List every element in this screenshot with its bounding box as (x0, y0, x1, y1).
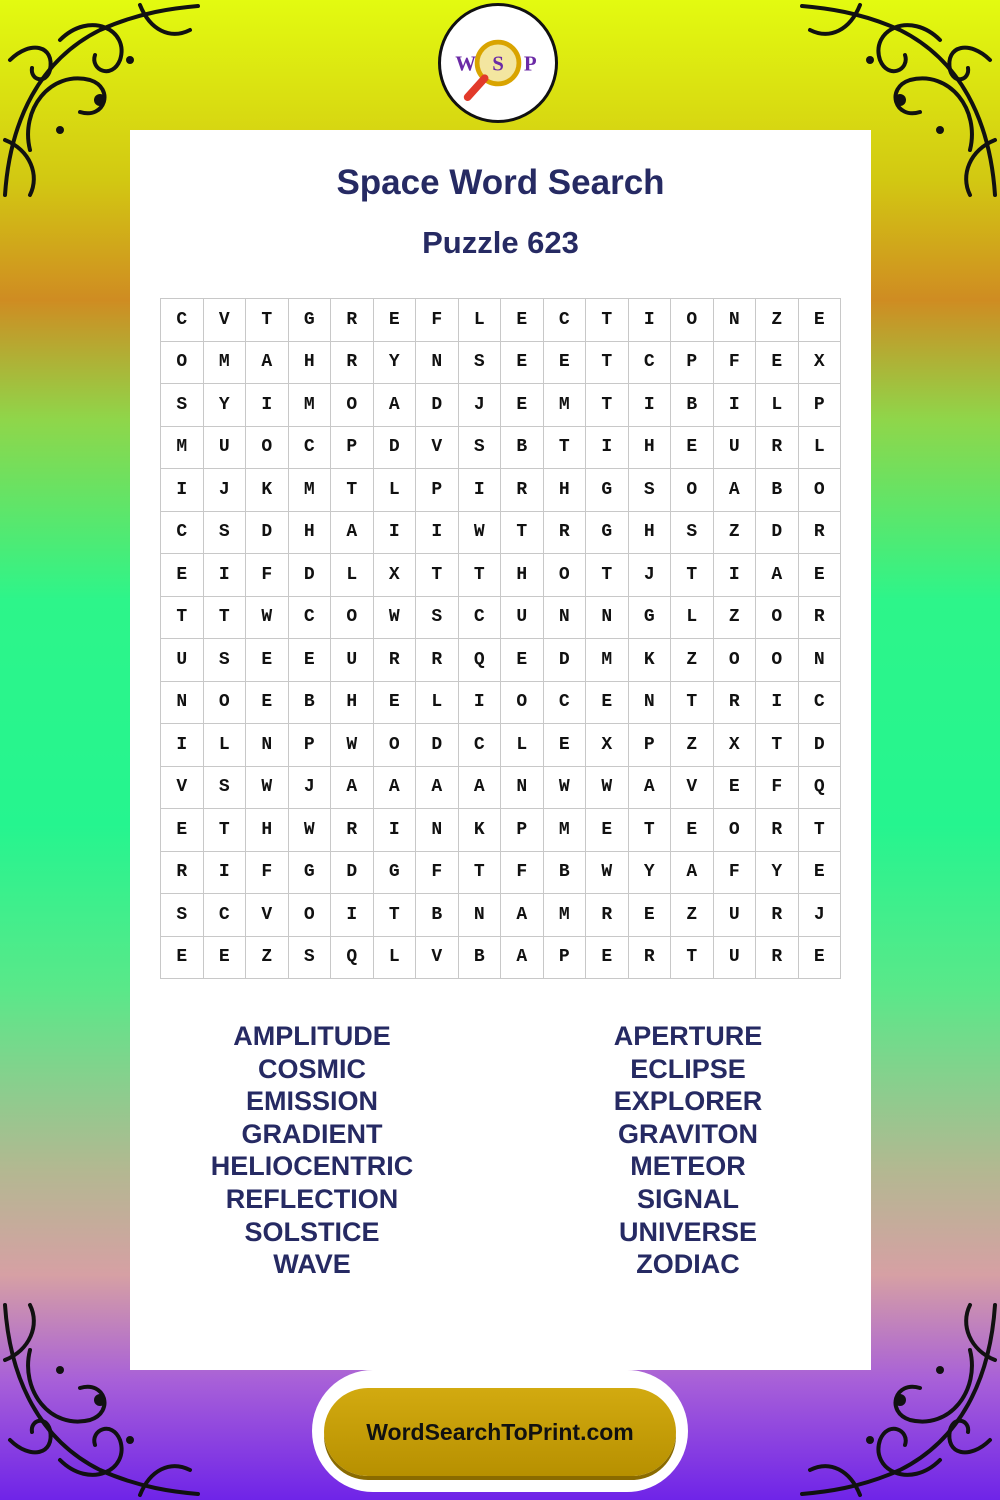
word-item: SOLSTICE (244, 1216, 380, 1247)
grid-cell: O (204, 682, 247, 725)
grid-cell: H (629, 512, 672, 555)
grid-cell: P (501, 809, 544, 852)
grid-cell: M (544, 809, 587, 852)
grid-cell: T (671, 554, 714, 597)
grid-cell: L (204, 724, 247, 767)
grid-cell: C (799, 682, 842, 725)
grid-cell: H (289, 512, 332, 555)
grid-cell: N (586, 597, 629, 640)
grid-cell: J (204, 469, 247, 512)
grid-cell: N (714, 299, 757, 342)
grid-cell: W (246, 597, 289, 640)
grid-cell: O (331, 597, 374, 640)
grid-cell: N (246, 724, 289, 767)
grid-cell: C (459, 597, 502, 640)
grid-cell: L (459, 299, 502, 342)
grid-cell: P (671, 342, 714, 385)
grid-cell: L (799, 427, 842, 470)
word-item: SIGNAL (636, 1183, 739, 1214)
grid-cell: F (416, 299, 459, 342)
word-item: WAVE (273, 1249, 351, 1280)
grid-cell: I (586, 427, 629, 470)
grid-cell: Y (756, 852, 799, 895)
grid-cell: I (204, 852, 247, 895)
grid-cell: G (586, 469, 629, 512)
grid-cell: T (416, 554, 459, 597)
puzzle-card (130, 130, 871, 1370)
grid-cell: E (629, 894, 672, 937)
grid-cell: U (714, 427, 757, 470)
grid-cell: C (544, 299, 587, 342)
grid-cell: D (416, 384, 459, 427)
word-item: ECLIPSE (630, 1053, 746, 1084)
grid-cell: G (629, 597, 672, 640)
grid-cell: J (799, 894, 842, 937)
grid-cell: C (161, 512, 204, 555)
grid-cell: P (544, 937, 587, 980)
grid-cell: I (459, 682, 502, 725)
grid-cell: M (161, 427, 204, 470)
grid-cell: R (161, 852, 204, 895)
grid-cell: T (671, 937, 714, 980)
grid-cell: W (586, 852, 629, 895)
grid-cell: D (544, 639, 587, 682)
grid-cell: B (289, 682, 332, 725)
grid-cell: R (331, 299, 374, 342)
grid-cell: E (586, 682, 629, 725)
grid-cell: O (501, 682, 544, 725)
grid-cell: I (374, 512, 417, 555)
grid-cell: T (246, 299, 289, 342)
grid-cell: N (544, 597, 587, 640)
word-item: APERTURE (613, 1021, 763, 1051)
grid-cell: E (161, 937, 204, 980)
grid-cell: P (629, 724, 672, 767)
grid-cell: I (714, 384, 757, 427)
grid-cell: J (289, 767, 332, 810)
grid-cell: M (289, 384, 332, 427)
grid-cell: S (629, 469, 672, 512)
grid-cell: S (204, 639, 247, 682)
grid-cell: W (544, 767, 587, 810)
grid-cell: E (799, 852, 842, 895)
grid-cell: H (289, 342, 332, 385)
grid-cell: T (204, 809, 247, 852)
grid-cell: E (799, 554, 842, 597)
grid-cell: R (629, 937, 672, 980)
grid-cell: Q (799, 767, 842, 810)
grid-cell: A (331, 512, 374, 555)
grid-cell: T (586, 299, 629, 342)
grid-cell: N (416, 342, 459, 385)
grid-cell: R (331, 342, 374, 385)
word-item: AMPLITUDE (233, 1021, 391, 1051)
logo-letter: P (523, 51, 537, 76)
grid-cell: H (544, 469, 587, 512)
grid-cell: A (374, 767, 417, 810)
grid-cell: E (204, 937, 247, 980)
grid-cell: U (204, 427, 247, 470)
grid-cell: A (459, 767, 502, 810)
grid-cell: W (289, 809, 332, 852)
word-item: COSMIC (258, 1053, 366, 1084)
grid-cell: A (756, 554, 799, 597)
grid-cell: D (374, 427, 417, 470)
word-item: REFLECTION (225, 1183, 399, 1214)
grid-cell: E (501, 639, 544, 682)
grid-cell: G (374, 852, 417, 895)
site-logo[interactable] (438, 3, 558, 123)
grid-cell: E (501, 299, 544, 342)
grid-cell: P (331, 427, 374, 470)
grid-cell: O (756, 639, 799, 682)
grid-cell: S (204, 512, 247, 555)
grid-cell: E (799, 937, 842, 980)
grid-cell: V (671, 767, 714, 810)
grid-cell: X (374, 554, 417, 597)
grid-cell: E (544, 724, 587, 767)
site-link-button[interactable]: WordSearchToPrint.com (324, 1388, 676, 1476)
grid-cell: H (246, 809, 289, 852)
grid-cell: U (714, 894, 757, 937)
grid-cell: E (289, 639, 332, 682)
grid-cell: R (756, 937, 799, 980)
grid-cell: R (501, 469, 544, 512)
grid-cell: E (374, 299, 417, 342)
grid-cell: T (331, 469, 374, 512)
grid-cell: T (544, 427, 587, 470)
grid-cell: R (756, 894, 799, 937)
grid-cell: A (374, 384, 417, 427)
grid-cell: N (416, 809, 459, 852)
grid-cell: V (161, 767, 204, 810)
grid-cell: R (799, 512, 842, 555)
grid-cell: O (289, 894, 332, 937)
grid-cell: I (374, 809, 417, 852)
grid-cell: S (671, 512, 714, 555)
puzzle-number: Puzzle 623 (422, 225, 579, 260)
grid-cell: K (246, 469, 289, 512)
grid-cell: U (714, 937, 757, 980)
grid-cell: A (331, 767, 374, 810)
grid-cell: I (459, 469, 502, 512)
grid-cell: I (714, 554, 757, 597)
grid-cell: E (586, 809, 629, 852)
grid-cell: I (204, 554, 247, 597)
site-banner (312, 1370, 688, 1492)
grid-cell: F (714, 852, 757, 895)
page-title: Space Word Search (336, 163, 665, 202)
grid-cell: V (416, 427, 459, 470)
grid-cell: N (629, 682, 672, 725)
grid-cell: N (161, 682, 204, 725)
grid-cell: O (544, 554, 587, 597)
grid-cell: H (501, 554, 544, 597)
grid-cell: Z (756, 299, 799, 342)
grid-cell: W (459, 512, 502, 555)
grid-cell: C (459, 724, 502, 767)
grid-cell: C (161, 299, 204, 342)
grid-cell: E (671, 809, 714, 852)
grid-cell: R (331, 809, 374, 852)
grid-cell: M (544, 894, 587, 937)
grid-cell: I (161, 724, 204, 767)
grid-cell: Z (714, 512, 757, 555)
grid-cell: V (416, 937, 459, 980)
grid-cell: T (161, 597, 204, 640)
grid-cell: F (416, 852, 459, 895)
grid-cell: K (629, 639, 672, 682)
grid-cell: B (671, 384, 714, 427)
grid-cell: P (416, 469, 459, 512)
grid-cell: M (204, 342, 247, 385)
grid-cell: O (246, 427, 289, 470)
word-item: ZODIAC (636, 1249, 740, 1280)
word-item: METEOR (630, 1151, 746, 1182)
grid-cell: R (756, 809, 799, 852)
grid-cell: D (289, 554, 332, 597)
word-item: HELIOCENTRIC (210, 1151, 414, 1182)
grid-cell: M (544, 384, 587, 427)
grid-cell: R (544, 512, 587, 555)
grid-cell: R (756, 427, 799, 470)
grid-cell: C (544, 682, 587, 725)
grid-cell: P (799, 384, 842, 427)
grid-cell: J (459, 384, 502, 427)
grid-cell: U (331, 639, 374, 682)
logo-letter: S (492, 51, 504, 76)
grid-cell: E (161, 554, 204, 597)
grid-cell: O (799, 469, 842, 512)
grid-cell: F (501, 852, 544, 895)
grid-cell: R (374, 639, 417, 682)
grid-cell: S (459, 427, 502, 470)
grid-cell: T (799, 809, 842, 852)
grid-cell: T (374, 894, 417, 937)
grid-cell: I (629, 299, 672, 342)
grid-cell: O (671, 299, 714, 342)
grid-cell: A (501, 937, 544, 980)
grid-cell: S (161, 894, 204, 937)
grid-cell: B (756, 469, 799, 512)
grid-cell: A (501, 894, 544, 937)
grid-cell: T (459, 852, 502, 895)
grid-cell: X (714, 724, 757, 767)
grid-cell: W (331, 724, 374, 767)
word-item: GRADIENT (241, 1118, 383, 1149)
grid-cell: D (756, 512, 799, 555)
grid-cell: N (459, 894, 502, 937)
grid-cell: W (586, 767, 629, 810)
grid-cell: T (204, 597, 247, 640)
grid-cell: W (246, 767, 289, 810)
grid-cell: N (501, 767, 544, 810)
grid-cell: W (374, 597, 417, 640)
word-item: EXPLORER (613, 1086, 763, 1117)
grid-cell: A (714, 469, 757, 512)
grid-cell: M (586, 639, 629, 682)
grid-cell: C (629, 342, 672, 385)
grid-cell: U (161, 639, 204, 682)
grid-cell: L (374, 937, 417, 980)
grid-cell: F (246, 852, 289, 895)
grid-cell: R (714, 682, 757, 725)
grid-cell: U (501, 597, 544, 640)
grid-cell: I (331, 894, 374, 937)
grid-cell: F (714, 342, 757, 385)
grid-cell: L (756, 384, 799, 427)
grid-cell: A (246, 342, 289, 385)
grid-cell: B (416, 894, 459, 937)
grid-cell: E (501, 384, 544, 427)
grid-cell: O (714, 639, 757, 682)
grid-cell: A (629, 767, 672, 810)
grid-cell: G (289, 299, 332, 342)
grid-cell: E (714, 767, 757, 810)
grid-cell: O (714, 809, 757, 852)
grid-cell: S (459, 342, 502, 385)
letter-grid (160, 298, 841, 979)
grid-cell: Q (331, 937, 374, 980)
grid-cell: B (501, 427, 544, 470)
grid-cell: O (756, 597, 799, 640)
grid-cell: L (671, 597, 714, 640)
grid-cell: E (586, 937, 629, 980)
grid-cell: B (544, 852, 587, 895)
grid-cell: T (756, 724, 799, 767)
grid-cell: O (671, 469, 714, 512)
grid-cell: E (246, 639, 289, 682)
grid-cell: Z (714, 597, 757, 640)
grid-cell: P (289, 724, 332, 767)
grid-cell: Z (246, 937, 289, 980)
grid-cell: T (671, 682, 714, 725)
grid-cell: Z (671, 894, 714, 937)
grid-cell: O (374, 724, 417, 767)
grid-cell: C (204, 894, 247, 937)
grid-cell: R (416, 639, 459, 682)
grid-cell: T (586, 342, 629, 385)
grid-cell: E (501, 342, 544, 385)
grid-cell: G (289, 852, 332, 895)
grid-cell: T (629, 809, 672, 852)
word-item: UNIVERSE (618, 1216, 758, 1247)
grid-cell: S (161, 384, 204, 427)
grid-cell: I (161, 469, 204, 512)
grid-cell: T (459, 554, 502, 597)
grid-cell: K (459, 809, 502, 852)
grid-cell: S (416, 597, 459, 640)
grid-cell: J (629, 554, 672, 597)
grid-cell: E (544, 342, 587, 385)
grid-cell: D (246, 512, 289, 555)
grid-cell: Y (374, 342, 417, 385)
grid-cell: F (756, 767, 799, 810)
grid-cell: Z (671, 639, 714, 682)
grid-cell: T (586, 554, 629, 597)
grid-cell: R (799, 597, 842, 640)
grid-cell: M (289, 469, 332, 512)
grid-cell: E (671, 427, 714, 470)
grid-cell: D (331, 852, 374, 895)
grid-cell: Z (671, 724, 714, 767)
grid-cell: V (204, 299, 247, 342)
grid-cell: L (331, 554, 374, 597)
grid-cell: O (331, 384, 374, 427)
grid-cell: A (416, 767, 459, 810)
grid-cell: Q (459, 639, 502, 682)
grid-cell: I (756, 682, 799, 725)
grid-cell: H (331, 682, 374, 725)
grid-cell: Y (204, 384, 247, 427)
grid-cell: V (246, 894, 289, 937)
logo-letter: W (455, 51, 477, 76)
grid-cell: X (586, 724, 629, 767)
grid-cell: D (799, 724, 842, 767)
grid-cell: B (459, 937, 502, 980)
grid-cell: N (799, 639, 842, 682)
grid-cell: L (416, 682, 459, 725)
grid-cell: F (246, 554, 289, 597)
grid-cell: S (289, 937, 332, 980)
grid-cell: O (161, 342, 204, 385)
grid-cell: E (161, 809, 204, 852)
grid-cell: X (799, 342, 842, 385)
grid-cell: H (629, 427, 672, 470)
grid-cell: T (501, 512, 544, 555)
grid-cell: E (246, 682, 289, 725)
word-item: GRAVITON (617, 1118, 758, 1149)
grid-cell: A (671, 852, 714, 895)
grid-cell: D (416, 724, 459, 767)
grid-cell: G (586, 512, 629, 555)
grid-cell: Y (629, 852, 672, 895)
grid-cell: I (416, 512, 459, 555)
grid-cell: I (246, 384, 289, 427)
grid-cell: L (374, 469, 417, 512)
grid-cell: E (756, 342, 799, 385)
grid-cell: S (204, 767, 247, 810)
word-list-left (162, 1020, 462, 1281)
grid-cell: I (629, 384, 672, 427)
grid-cell: R (586, 894, 629, 937)
word-item: EMISSION (245, 1086, 379, 1117)
grid-cell: C (289, 597, 332, 640)
word-list-right (538, 1020, 838, 1281)
grid-cell: C (289, 427, 332, 470)
grid-cell: E (799, 299, 842, 342)
grid-cell: L (501, 724, 544, 767)
grid-cell: T (586, 384, 629, 427)
grid-cell: E (374, 682, 417, 725)
